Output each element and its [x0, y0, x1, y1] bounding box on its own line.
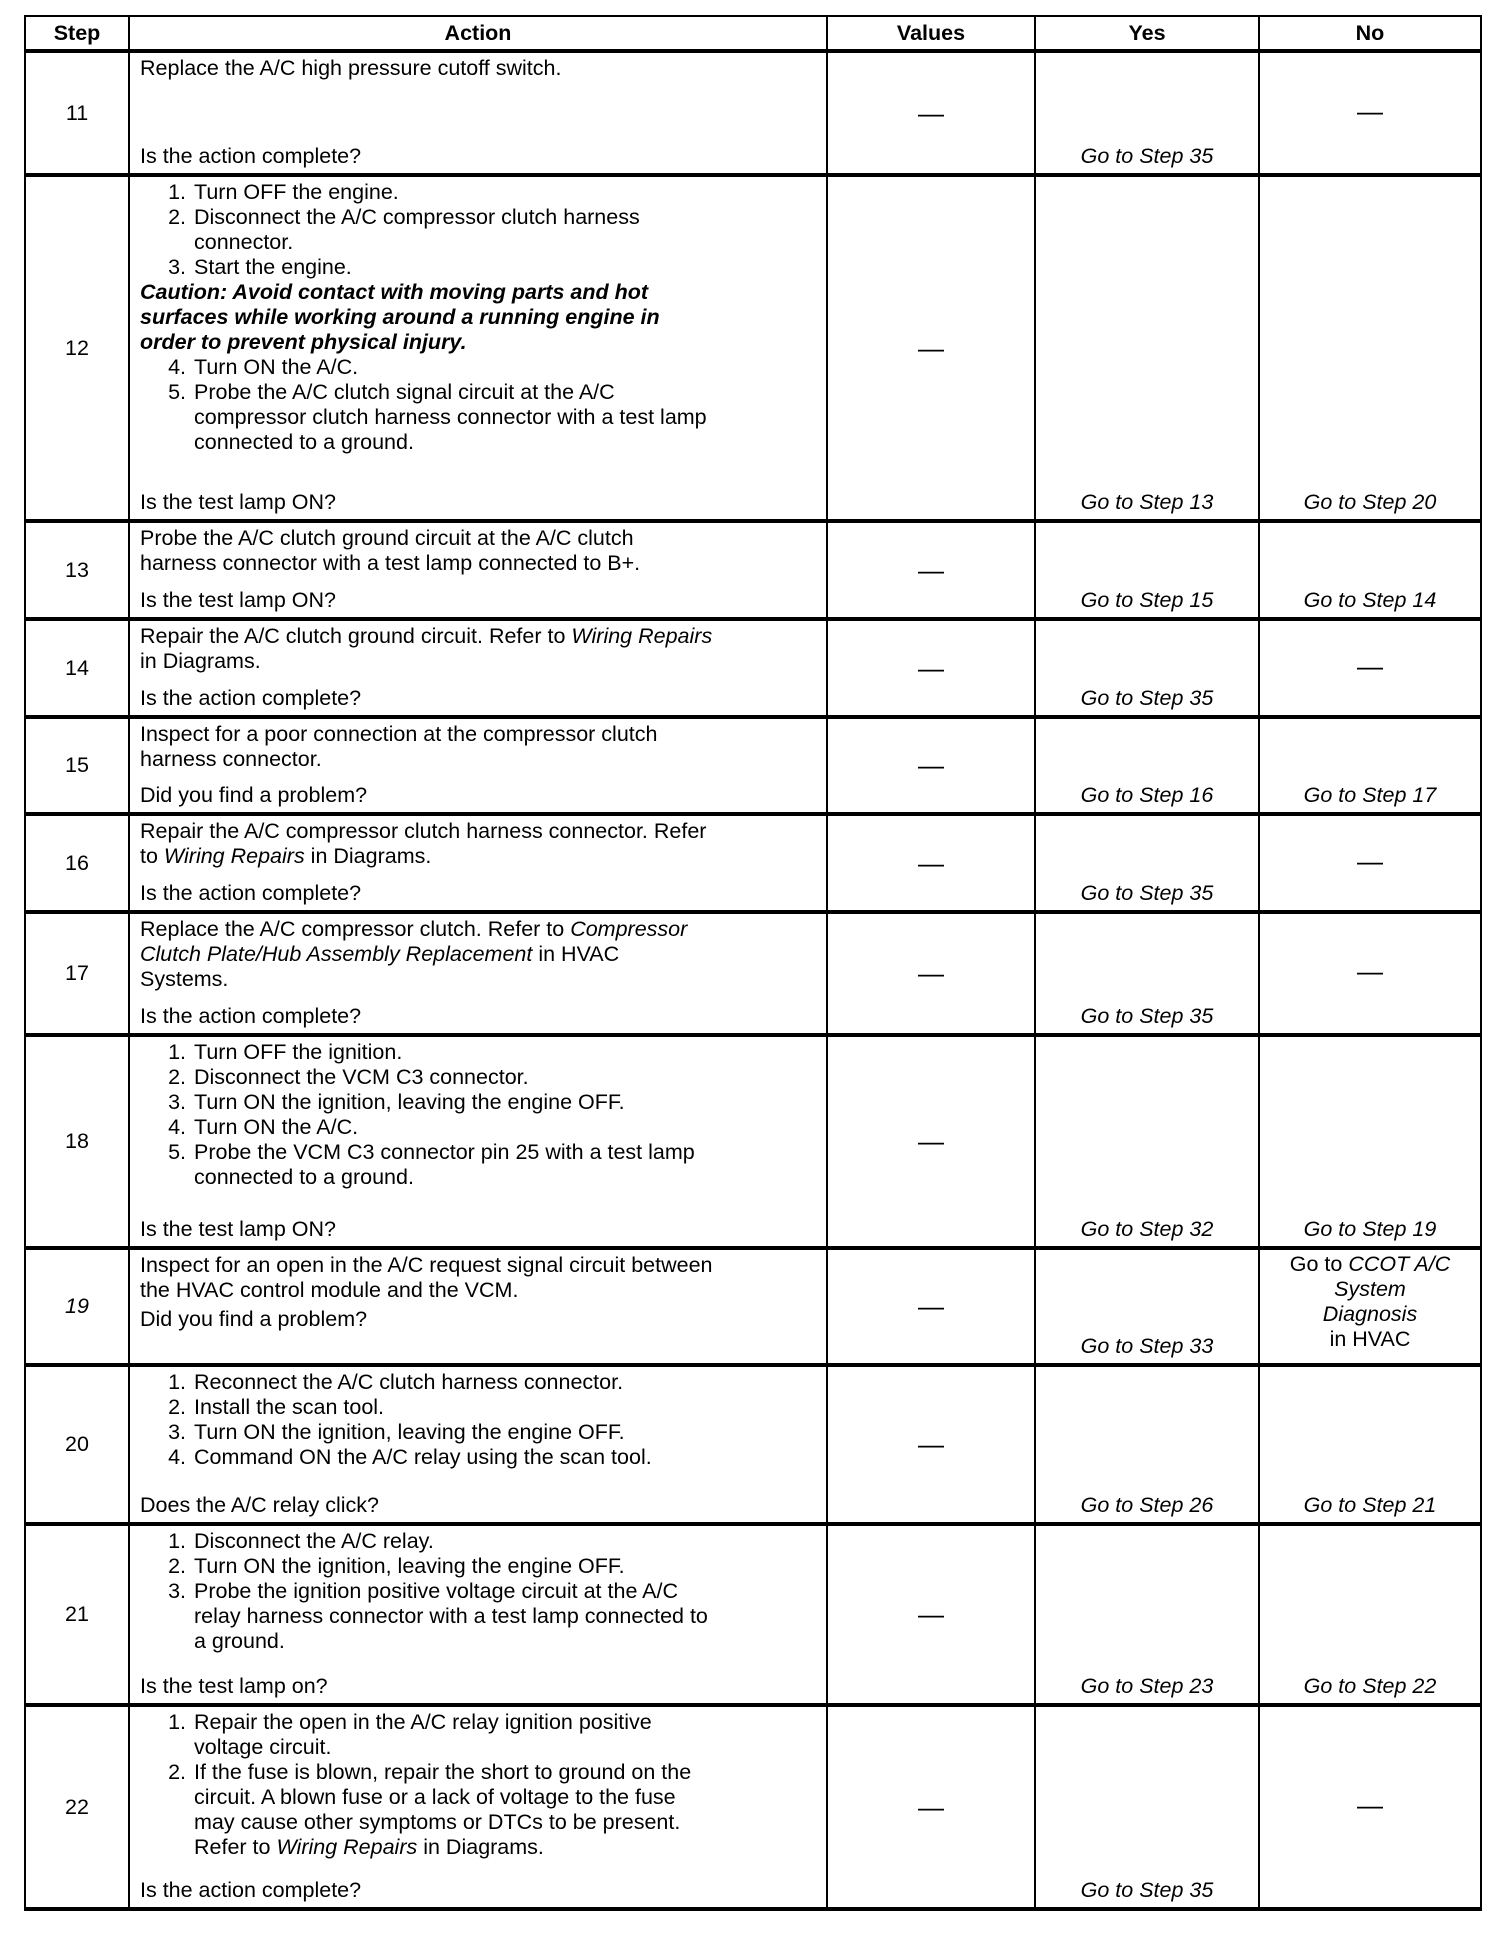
italic-reference: Wiring Repairs [163, 844, 305, 868]
action-step-item [140, 1579, 818, 1654]
action-cell [129, 1705, 827, 1909]
no-cell: — [1259, 51, 1481, 175]
action-question: Is the action complete? [140, 686, 362, 710]
action-question: Is the test lamp on? [140, 1674, 328, 1698]
action-question: Is the action complete? [140, 1004, 362, 1028]
step-item-text [194, 255, 352, 280]
action-question: Does the A/C relay click? [140, 1493, 379, 1517]
values-cell: — [827, 1365, 1035, 1524]
action-step-item [140, 1140, 818, 1190]
table-row [25, 51, 1481, 175]
step-item-text [194, 1710, 652, 1760]
step-number: 20 [25, 1365, 129, 1524]
action-question: Is the action complete? [140, 1878, 362, 1902]
text-segment: Probe the A/C clutch signal circuit at the A/C compressor clutch harness connector with a test lamp connected to a ground. [194, 380, 707, 454]
header-values: Values [827, 16, 1035, 51]
text-segment: Turn ON the A/C. [194, 1115, 359, 1139]
yes-cell: Go to Step 35 [1035, 51, 1259, 175]
yes-cell: Go to Step 35 [1035, 912, 1259, 1035]
step-number: 15 [25, 717, 129, 814]
text-segment: Disconnect the VCM C3 connector. [194, 1065, 529, 1089]
action-content [130, 1707, 826, 1907]
yes-cell: Go to Step 35 [1035, 619, 1259, 717]
action-content [130, 1037, 826, 1246]
text-segment: Inspect for an open in the A/C request signal circuit between the HVAC control module and the VCM. [140, 1253, 713, 1302]
text-segment: Probe the VCM C3 connector pin 25 with a test lamp connected to a ground. [194, 1140, 695, 1189]
action-cell [129, 619, 827, 717]
yes-cell: Go to Step 26 [1035, 1365, 1259, 1524]
table-row [25, 912, 1481, 1035]
action-content [130, 1526, 826, 1703]
text-segment: Repair the A/C clutch ground circuit. Refer to [140, 624, 572, 648]
step-item-text [194, 1065, 529, 1090]
italic-reference: Wiring Repairs [276, 1835, 418, 1859]
action-text [140, 624, 818, 674]
step-item-number: 3. [168, 255, 186, 279]
values-cell: — [827, 1524, 1035, 1705]
no-cell: Go to Step 22 [1259, 1524, 1481, 1705]
action-content [130, 523, 826, 617]
step-item-number: 1. [168, 1529, 186, 1553]
action-content [130, 1367, 826, 1522]
table-row [25, 1365, 1481, 1524]
text-segment: Go to [1289, 1252, 1349, 1276]
step-item-number: 1. [168, 180, 186, 204]
text-segment: Replace the A/C compressor clutch. Refer to [140, 917, 571, 941]
step-item-text [194, 1420, 625, 1445]
table-row [25, 521, 1481, 619]
table-row [25, 1035, 1481, 1248]
step-item-number: 3. [168, 1420, 186, 1444]
action-question: Is the action complete? [140, 881, 362, 905]
action-content [130, 914, 826, 1033]
step-item-number: 3. [168, 1090, 186, 1114]
step-item-text [194, 355, 358, 380]
action-text [140, 56, 818, 81]
values-cell: — [827, 1705, 1035, 1909]
italic-reference: Wiring Repairs [571, 624, 713, 648]
step-item-number: 2. [168, 205, 186, 229]
action-text [140, 526, 818, 576]
no-cell: Go to Step 14 [1259, 521, 1481, 619]
text-segment: Probe the ignition positive voltage circuit at the A/C relay harness connector with a test lamp connected to a ground. [194, 1579, 708, 1653]
action-cell [129, 717, 827, 814]
yes-cell: Go to Step 33 [1035, 1248, 1259, 1365]
table-row [25, 814, 1481, 912]
action-step-item [140, 255, 818, 280]
step-item-number: 2. [168, 1395, 186, 1419]
step-item-number: 4. [168, 355, 186, 379]
action-step-item [140, 1040, 818, 1065]
action-steps [140, 1040, 818, 1190]
step-item-text [194, 180, 399, 205]
action-content [130, 177, 826, 519]
table-row [25, 1524, 1481, 1705]
action-steps [140, 1370, 818, 1470]
step-item-text [194, 1040, 402, 1065]
italic-reference: CCOT A/C System Diagnosis [1322, 1252, 1451, 1326]
step-item-text [194, 1115, 358, 1140]
action-steps [140, 917, 818, 992]
text-segment: Turn OFF the ignition. [194, 1040, 403, 1064]
text-segment: Probe the A/C clutch ground circuit at the A/C clutch harness connector with a test lamp connected to B+. [140, 526, 641, 575]
values-cell: — [827, 1248, 1035, 1365]
values-cell: — [827, 521, 1035, 619]
step-item-text [194, 1445, 652, 1470]
action-cell [129, 1524, 827, 1705]
table-row [25, 717, 1481, 814]
action-question: Did you find a problem? [140, 1307, 368, 1331]
step-item-number: 5. [168, 1140, 186, 1164]
action-content [130, 719, 826, 812]
action-step-item [140, 380, 818, 455]
text-segment: Turn OFF the engine. [194, 180, 399, 204]
step-number: 16 [25, 814, 129, 912]
text-segment: Disconnect the A/C compressor clutch harness connector. [194, 205, 640, 254]
action-text [140, 917, 818, 992]
text-segment: If the fuse is blown, repair the short to ground on the circuit. A blown fuse or a lack of voltage to the fuse may cause other symptoms or DTCs to be present. Refer to [194, 1760, 692, 1859]
step-number: 14 [25, 619, 129, 717]
step-item-number: 3. [168, 1579, 186, 1603]
text-segment: Turn ON the ignition, leaving the engine OFF. [194, 1554, 625, 1578]
no-cell: — [1259, 912, 1481, 1035]
step-item-text [194, 1579, 708, 1654]
table-row [25, 175, 1481, 521]
step-number: 12 [25, 175, 129, 521]
text-segment: in Diagrams. [304, 844, 432, 868]
no-cell: Go to Step 17 [1259, 717, 1481, 814]
action-step-item [140, 1370, 818, 1395]
header-action: Action [129, 16, 827, 51]
step-item-text [194, 1395, 384, 1420]
step-item-number: 5. [168, 380, 186, 404]
no-cell: — [1259, 619, 1481, 717]
action-question: Is the test lamp ON? [140, 490, 336, 514]
text-segment: in Diagrams. [140, 649, 261, 673]
caution-text [140, 280, 818, 355]
no-cell: Go to Step 20 [1259, 175, 1481, 521]
action-step-item [140, 1115, 818, 1140]
yes-cell: Go to Step 15 [1035, 521, 1259, 619]
values-cell: — [827, 717, 1035, 814]
step-number: 19 [25, 1248, 129, 1365]
action-cell [129, 1248, 827, 1365]
header-yes: Yes [1035, 16, 1259, 51]
action-question: Did you find a problem? [140, 783, 368, 807]
step-item-text [194, 1370, 623, 1395]
action-steps [140, 819, 818, 869]
values-cell: — [827, 175, 1035, 521]
text-segment: Repair the A/C compressor clutch harness connector. Refer to [140, 819, 707, 868]
values-cell: — [827, 619, 1035, 717]
action-text [140, 819, 818, 869]
diagnostic-table [24, 15, 1482, 1911]
italic-reference: Compressor Clutch Plate/Hub Assembly Replacement [140, 917, 688, 966]
header-no: No [1259, 16, 1481, 51]
step-item-number: 2. [168, 1554, 186, 1578]
action-question: Is the test lamp ON? [140, 588, 336, 612]
yes-cell: Go to Step 13 [1035, 175, 1259, 521]
step-item-text [194, 1140, 695, 1190]
text-segment: Inspect for a poor connection at the compressor clutch harness connector. [140, 722, 658, 771]
action-step-item [140, 1090, 818, 1115]
action-steps [140, 526, 818, 576]
text-segment: Turn ON the ignition, leaving the engine OFF. [194, 1420, 625, 1444]
action-cell [129, 521, 827, 619]
action-step-item [140, 1065, 818, 1090]
action-steps [140, 180, 818, 455]
step-item-text [194, 1760, 691, 1860]
step-number: 21 [25, 1524, 129, 1705]
text-segment: Command ON the A/C relay using the scan tool. [194, 1445, 652, 1469]
step-number: 13 [25, 521, 129, 619]
step-item-number: 2. [168, 1065, 186, 1089]
no-text [1260, 1252, 1480, 1352]
values-cell: — [827, 1035, 1035, 1248]
action-step-item [140, 1420, 818, 1445]
header-row [25, 16, 1481, 51]
action-question: Is the action complete? [140, 144, 362, 168]
yes-cell: Go to Step 35 [1035, 1705, 1259, 1909]
table-row [25, 619, 1481, 717]
action-step-item [140, 1445, 818, 1470]
step-item-text [194, 380, 707, 455]
step-item-number: 1. [168, 1710, 186, 1734]
table-body [25, 51, 1481, 1909]
text-segment: Disconnect the A/C relay. [194, 1529, 434, 1553]
text-segment: Start the engine. [194, 255, 352, 279]
action-cell [129, 1035, 827, 1248]
text-segment: Turn ON the A/C. [194, 355, 359, 379]
action-step-item [140, 1710, 818, 1760]
action-step-item [140, 1395, 818, 1420]
step-item-number: 2. [168, 1760, 186, 1784]
step-number: 17 [25, 912, 129, 1035]
text-segment: Replace the A/C high pressure cutoff switch. [140, 56, 562, 80]
values-cell: — [827, 912, 1035, 1035]
action-text [140, 722, 818, 772]
text-segment: Repair the open in the A/C relay ignition positive voltage circuit. [194, 1710, 652, 1759]
action-steps [140, 722, 818, 772]
yes-cell: Go to Step 23 [1035, 1524, 1259, 1705]
action-steps [140, 1710, 818, 1860]
action-content [130, 816, 826, 910]
action-step-item [140, 1529, 818, 1554]
action-steps [140, 1529, 818, 1654]
values-cell: — [827, 814, 1035, 912]
action-cell [129, 175, 827, 521]
values-cell: — [827, 51, 1035, 175]
step-item-text [194, 205, 640, 255]
text-segment: Reconnect the A/C clutch harness connector. [194, 1370, 624, 1394]
step-item-text [194, 1090, 625, 1115]
step-number: 18 [25, 1035, 129, 1248]
no-cell [1259, 1248, 1481, 1365]
action-content [130, 53, 826, 173]
action-step-item [140, 1760, 818, 1860]
yes-cell: Go to Step 32 [1035, 1035, 1259, 1248]
header-step: Step [25, 16, 129, 51]
step-item-number: 1. [168, 1370, 186, 1394]
no-cell: Go to Step 21 [1259, 1365, 1481, 1524]
action-steps [140, 56, 818, 81]
step-item-number: 4. [168, 1115, 186, 1139]
no-cell: — [1259, 814, 1481, 912]
text-segment: in HVAC Systems. [140, 942, 620, 991]
table-row [25, 1248, 1481, 1365]
text-segment: in Diagrams. [417, 1835, 544, 1859]
action-steps [140, 1253, 818, 1332]
no-cell: Go to Step 19 [1259, 1035, 1481, 1248]
action-step-item [140, 205, 818, 255]
action-step-item [140, 1554, 818, 1579]
action-step-item [140, 355, 818, 380]
step-item-text [194, 1554, 625, 1579]
step-number: 11 [25, 51, 129, 175]
action-content [130, 1250, 826, 1363]
action-cell [129, 912, 827, 1035]
table-row [25, 1705, 1481, 1909]
action-question: Is the test lamp ON? [140, 1217, 336, 1241]
text-segment: in HVAC [1329, 1327, 1411, 1351]
text-segment: Install the scan tool. [194, 1395, 385, 1419]
action-cell [129, 814, 827, 912]
yes-cell: Go to Step 16 [1035, 717, 1259, 814]
step-item-number: 4. [168, 1445, 186, 1469]
action-cell [129, 51, 827, 175]
yes-cell: Go to Step 35 [1035, 814, 1259, 912]
action-content [130, 621, 826, 715]
action-cell [129, 1365, 827, 1524]
text-segment: Caution: Avoid contact with moving parts and hot surfaces while working around a running engine in order to prevent physical injury. [140, 280, 660, 354]
action-step-item [140, 180, 818, 205]
text-segment: Turn ON the ignition, leaving the engine OFF. [194, 1090, 625, 1114]
action-text [140, 1253, 818, 1303]
step-item-number: 1. [168, 1040, 186, 1064]
action-steps [140, 624, 818, 674]
no-cell: — [1259, 1705, 1481, 1909]
step-number: 22 [25, 1705, 129, 1909]
step-item-text [194, 1529, 434, 1554]
